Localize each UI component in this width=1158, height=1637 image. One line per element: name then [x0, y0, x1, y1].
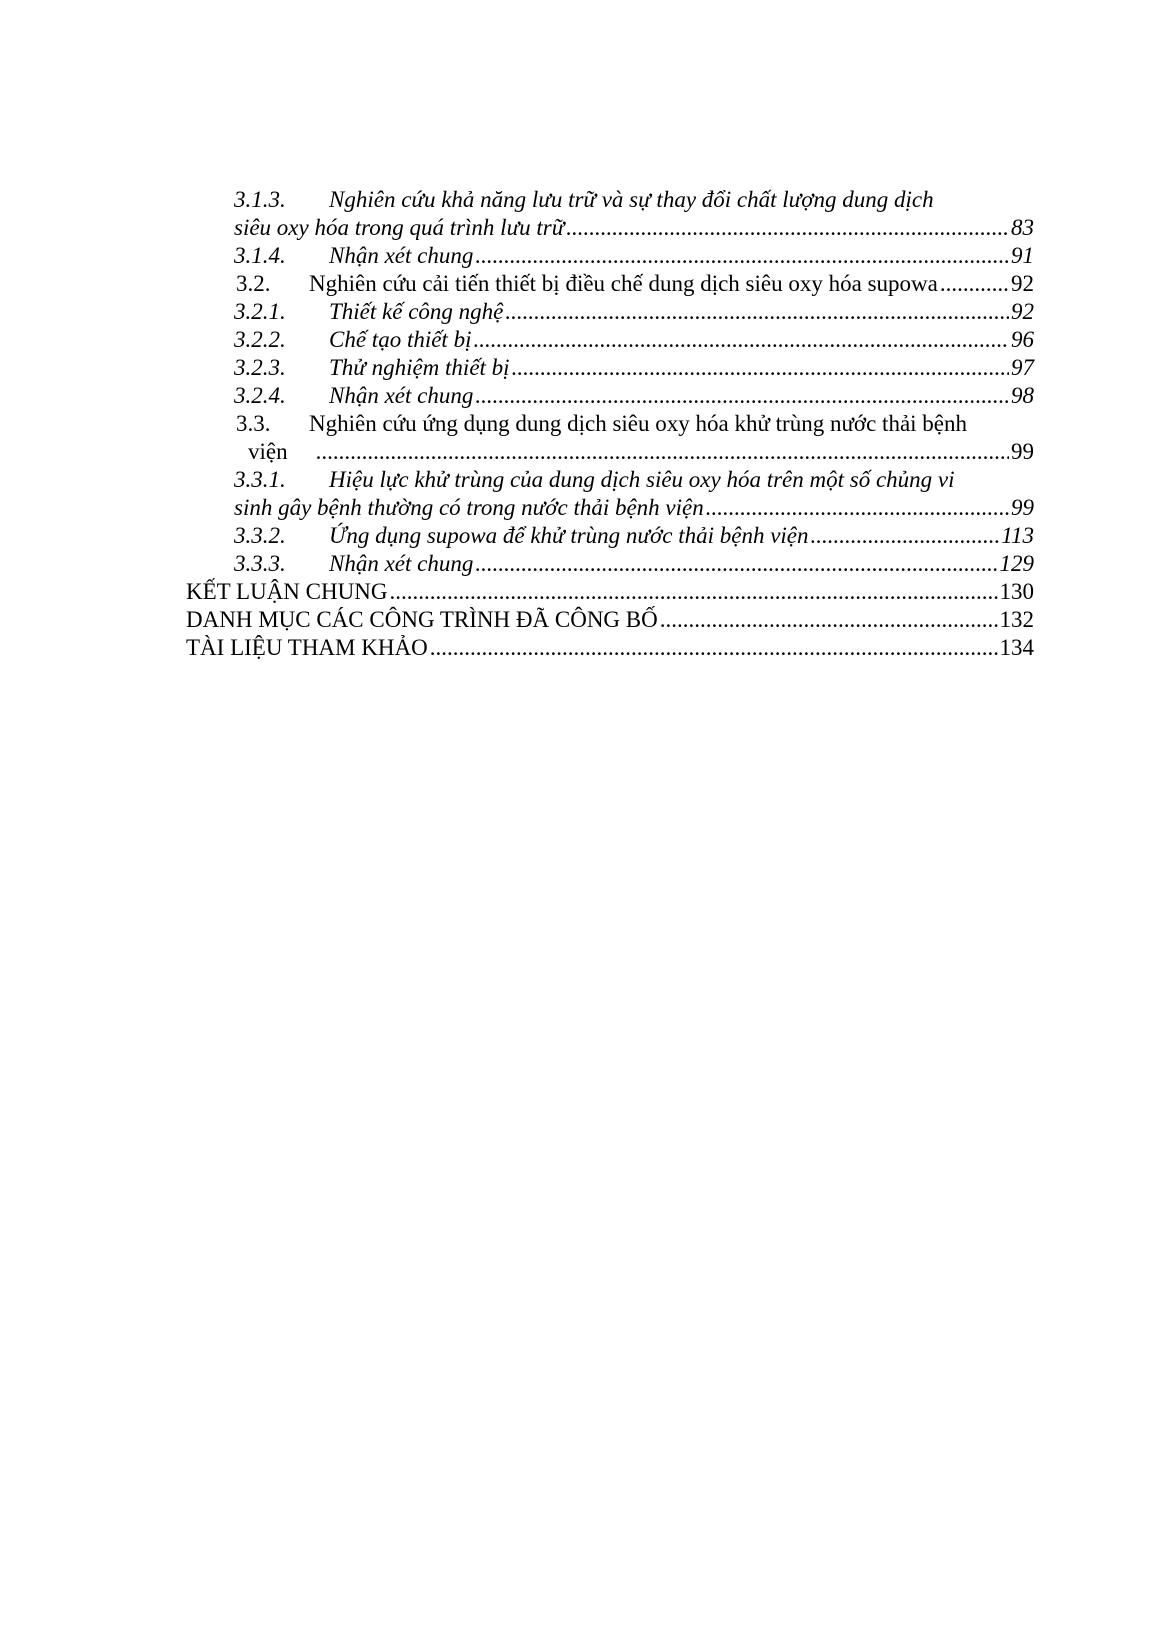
toc-leader-dots: [505, 297, 1009, 326]
toc-entry-3-1-3-cont[interactable]: [234, 213, 1034, 242]
toc-entry-3-2-2[interactable]: [234, 325, 1034, 354]
toc-title: Nghiên cứu cải tiến thiết bị điều chế dung dịch siêu oxy hóa supowa: [309, 271, 938, 296]
toc-number: 3.2.1.: [234, 299, 286, 324]
toc-number: 3.2.: [236, 271, 271, 296]
toc-title-line1: Hiệu lực khử trùng của dung dịch siêu oxy hóa trên một số chủng vi: [329, 467, 955, 492]
toc-page-number: 99: [1011, 439, 1034, 464]
toc-title: Thử nghiệm thiết bị: [329, 355, 510, 380]
toc-leader-dots: [512, 353, 1009, 382]
toc-page-number: 97: [1011, 355, 1034, 380]
toc-title: KẾT LUẬN CHUNG: [186, 579, 388, 604]
toc-leader-dots: [660, 605, 998, 634]
toc-number: 3.2.2.: [234, 327, 286, 352]
toc-page-number: 132: [999, 607, 1034, 632]
toc-leader-dots: [706, 493, 1009, 522]
toc-page-number: 91: [1011, 243, 1034, 268]
toc-entry-3-2[interactable]: [234, 269, 1034, 298]
toc-entry-3-1-3[interactable]: [234, 185, 1034, 214]
toc-title-line2: sinh gây bệnh thường có trong nước thải bệnh viện: [234, 495, 704, 520]
toc-entry-3-3-1-cont[interactable]: [234, 493, 1034, 522]
toc-leader-dots: [389, 577, 997, 606]
toc-leader-dots: [566, 213, 1009, 242]
toc-page-number: 130: [999, 579, 1034, 604]
toc-title-line2: siêu oxy hóa trong quá trình lưu trữ: [234, 215, 565, 240]
toc-title-line1: Nghiên cứu ứng dụng dung dịch siêu oxy hóa khử trùng nước thải bệnh: [309, 411, 968, 436]
toc-number: 3.2.4.: [234, 383, 286, 408]
toc-number: 3.3.2.: [234, 523, 286, 548]
toc-page-number: 99: [1011, 495, 1034, 520]
toc-entry-3-3-3[interactable]: [234, 549, 1034, 578]
toc-title: Ứng dụng supowa để khử trùng nước thải bệnh viện: [329, 523, 809, 548]
toc-number: 3.3.3.: [234, 551, 286, 576]
toc-number: 3.1.4.: [234, 243, 286, 268]
toc-title: TÀI LIỆU THAM KHẢO: [186, 635, 428, 660]
toc-entry-3-3-cont[interactable]: [234, 437, 1034, 466]
toc-leader-dots: [940, 269, 1009, 298]
toc-title: Nhận xét chung: [329, 243, 474, 268]
toc-leader-dots: [475, 549, 997, 578]
toc-entry-3-3-2[interactable]: [234, 521, 1034, 550]
toc-leader-dots: [316, 437, 1009, 466]
toc-title-line2: viện: [248, 439, 288, 464]
toc-title: Nhận xét chung: [329, 551, 474, 576]
toc-entry-3-1-4[interactable]: [234, 241, 1034, 270]
toc-number: 3.3.1.: [234, 467, 286, 492]
toc-title: DANH MỤC CÁC CÔNG TRÌNH ĐÃ CÔNG BỐ: [186, 607, 658, 632]
toc-number: 3.3.: [236, 411, 271, 436]
toc-title: Thiết kế công nghệ: [329, 299, 504, 324]
toc-page-number: 96: [1011, 327, 1034, 352]
toc-entry-3-2-1[interactable]: [234, 297, 1034, 326]
toc-entry-3-3[interactable]: [234, 409, 1034, 438]
toc-title: Chế tạo thiết bị: [329, 327, 472, 352]
toc-entry-3-2-4[interactable]: [234, 381, 1034, 410]
toc-entry-references[interactable]: [186, 633, 1034, 662]
toc-title: Nhận xét chung: [329, 383, 474, 408]
toc-leader-dots: [430, 633, 998, 662]
toc-page-number: 134: [999, 635, 1034, 660]
toc-page-number: 92: [1011, 271, 1034, 296]
toc-page-number: 129: [999, 551, 1034, 576]
toc-number: 3.1.3.: [234, 187, 286, 212]
toc-leader-dots: [475, 241, 1009, 270]
toc-page-number: 113: [1001, 523, 1034, 548]
toc-entry-3-3-1[interactable]: [234, 465, 1034, 494]
toc-leader-dots: [811, 521, 1000, 550]
toc-entry-conclusion[interactable]: [186, 577, 1034, 606]
toc-entry-publications[interactable]: [186, 605, 1034, 634]
toc-page-number: 92: [1011, 299, 1034, 324]
toc-number: 3.2.3.: [234, 355, 286, 380]
toc-leader-dots: [475, 381, 1009, 410]
toc-title-line1: Nghiên cứu khả năng lưu trữ và sự thay đổi chất lượng dung dịch: [329, 187, 934, 212]
toc-entry-3-2-3[interactable]: [234, 353, 1034, 382]
toc-page-number: 83: [1011, 215, 1034, 240]
toc-leader-dots: [473, 325, 1009, 354]
toc-page-number: 98: [1011, 383, 1034, 408]
